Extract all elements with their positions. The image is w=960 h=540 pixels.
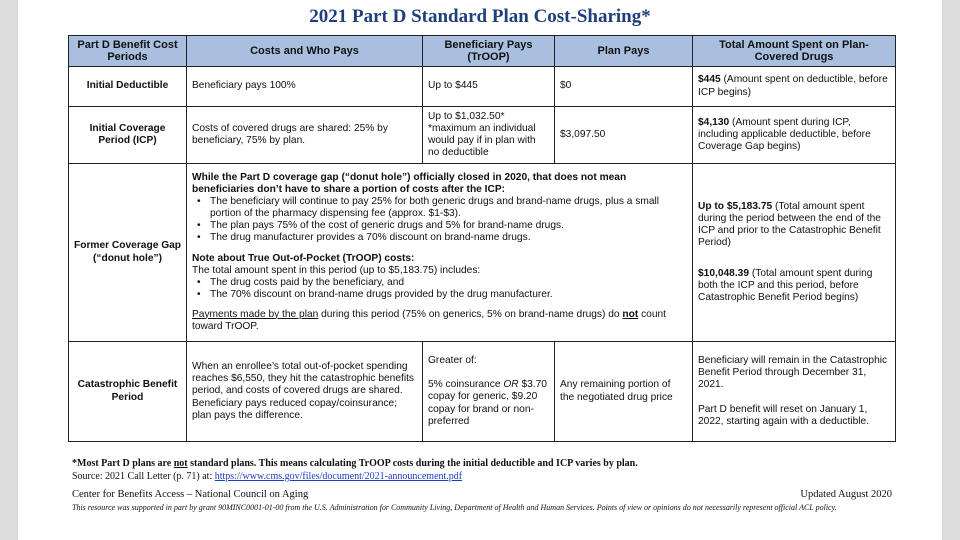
plan-cell: $0 (555, 67, 693, 107)
total-cell (693, 342, 896, 442)
list-item: • The drug manufacturer provides a 70% discount on brand-name drugs. (210, 232, 687, 244)
organization-name: Center for Benefits Access – National Council on Aging (72, 489, 309, 500)
footnote-text: *Most Part D plans are (72, 458, 174, 469)
total-description: (Total amount spent during both the ICP and this period, before Catastrophic Benefit Period begins) (698, 267, 873, 303)
organization-line (72, 489, 892, 500)
source-line (72, 471, 892, 482)
total-description: (Amount spent during ICP, including applicable deductible, before Coverage Gap begins) (698, 116, 871, 153)
table-header-row (69, 36, 896, 67)
header-period: Part D Benefit Cost Periods (69, 36, 187, 67)
total-description: (Total amount spent during the period between the end of the ICP and prior to the Catastrophic Benefit Period) (698, 201, 881, 249)
total-block-1 (698, 201, 890, 249)
total-cell (693, 67, 896, 107)
payments-note (192, 309, 687, 333)
beneficiary-note: *maximum an individual would pay if in plan with no deductible (428, 122, 536, 159)
troop-bullet-list (210, 277, 687, 301)
total-description: (Amount spent on deductible, before ICP begins) (698, 74, 888, 98)
gap-intro: While the Part D coverage gap (“donut hole”) officially closed in 2020, that does not mean beneficiaries don’t have to share a portion of costs after the ICP: (192, 172, 627, 196)
beneficiary-detail (428, 379, 549, 427)
beneficiary-cell (423, 342, 555, 442)
period-cell: Initial Deductible (69, 67, 187, 107)
page-title: 2021 Part D Standard Plan Cost-Sharing* (309, 6, 651, 27)
footnote-text-end: standard plans. This means calculating TrOOP costs during the initial deductible and ICP varies by plan. (187, 458, 638, 469)
beneficiary-cell (423, 107, 555, 164)
gap-bullet-list (210, 196, 687, 244)
beneficiary-part-2: $3.70 copay for generic, $9.20 copay for brand or non-preferred (428, 379, 547, 427)
period-cell: Initial Coverage Period (ICP) (69, 107, 187, 164)
right-margin-bar (942, 0, 960, 540)
total-cell (693, 164, 896, 342)
list-item: • The 70% discount on brand-name drugs provided by the drug manufacturer. (210, 289, 687, 301)
period-cell: Former Coverage Gap (“donut hole”) (69, 164, 187, 342)
plan-cell: $3,097.50 (555, 107, 693, 164)
payments-underlined: Payments made by the plan (192, 308, 319, 320)
list-item: • The beneficiary will continue to pay 25% for both generic drugs and brand-name drugs, plus a small portion of the pharmacy dispensing fee (approx. $1-$3). (210, 196, 687, 220)
left-margin-bar (0, 0, 18, 540)
beneficiary-amount: Up to $1,032.50* (428, 110, 505, 122)
costs-cell: When an enrollee’s total out-of-pocket spending reaches $6,550, they hit the catastrophic benefits period, and costs of covered drugs are shared. Beneficiary pays reduced copay/coinsurance; plan pays the difference. (187, 342, 423, 442)
row-initial-coverage (69, 107, 896, 164)
beneficiary-part: 5% coinsurance (428, 379, 504, 391)
plan-cell: Any remaining portion of the negotiated drug price (555, 342, 693, 442)
total-amount: $4,130 (698, 116, 730, 128)
payments-text: during this period (75% on generics, 5% on brand-name drugs) do (318, 308, 623, 320)
updated-date: Updated August 2020 (800, 489, 892, 500)
source-link[interactable]: https://www.cms.gov/files/document/2021-announcement.pdf (214, 471, 463, 482)
row-initial-deductible (69, 67, 896, 107)
costs-cell: Costs of covered drugs are shared: 25% by beneficiary, 75% by plan. (187, 107, 423, 164)
list-item: • The drug costs paid by the beneficiary, and (210, 277, 687, 289)
total-amount: Up to $5,183.75 (698, 201, 773, 213)
total-block-2: Part D benefit will reset on January 1, 2022, starting again with a deductible. (698, 403, 870, 427)
row-coverage-gap (69, 164, 896, 342)
source-label: Source: 2021 Call Letter (p. 71) at: (72, 471, 215, 482)
total-amount: $445 (698, 74, 721, 86)
cost-sharing-table (68, 35, 896, 442)
gap-description-cell (187, 164, 693, 342)
beneficiary-cell: Up to $445 (423, 67, 555, 107)
costs-cell: Beneficiary pays 100% (187, 67, 423, 107)
beneficiary-or: OR (503, 379, 519, 391)
header-costs: Costs and Who Pays (187, 36, 423, 67)
row-catastrophic (69, 342, 896, 442)
troop-heading: Note about True Out-of-Pocket (TrOOP) costs: (192, 252, 415, 264)
header-total-spent: Total Amount Spent on Plan-Covered Drugs (693, 36, 896, 67)
footnote (72, 458, 892, 469)
payments-not: not (622, 308, 639, 320)
beneficiary-lead: Greater of: (428, 355, 477, 367)
footnote-not: not (173, 458, 188, 469)
payments-text-end: count toward TrOOP. (192, 308, 667, 332)
list-item: • The plan pays 75% of the cost of generic drugs and 5% for brand-name drugs. (210, 220, 687, 232)
support-disclaimer: This resource was supported in part by grant 90MINC0001-01-00 from the U.S. Administration for Community Living, Department of Health and Human Services. Points of view or opinions do not necessarily represent official ACL policy. (72, 503, 837, 512)
total-amount: $10,048.39 (698, 267, 749, 279)
period-cell: Catastrophic Benefit Period (69, 342, 187, 442)
total-block-2 (698, 268, 890, 304)
header-plan-pays: Plan Pays (555, 36, 693, 67)
total-cell (693, 107, 896, 164)
header-beneficiary-pays: Beneficiary Pays (TrOOP) (423, 36, 555, 67)
total-block-1: Beneficiary will remain in the Catastrophic Benefit Period through December 31, 2021. (698, 355, 888, 391)
troop-text: The total amount spent in this period (up to $5,183.75) includes: (192, 264, 481, 276)
